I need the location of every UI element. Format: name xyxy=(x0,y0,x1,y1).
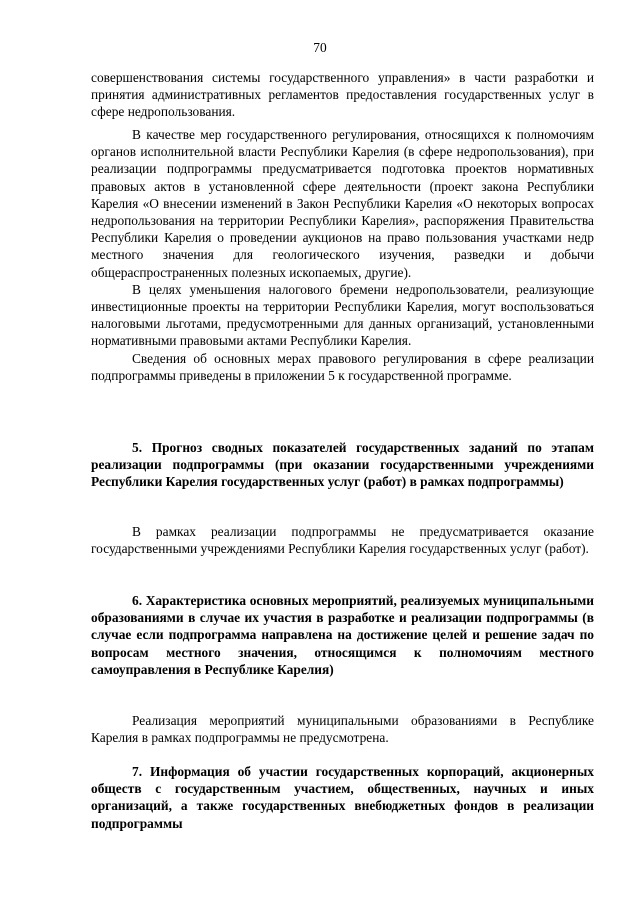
section-heading: 5. Прогноз сводных показателей государственных заданий по этапам реализации подпрограммы (при оказании государственными учреждениями Республики Карелия государственных услуг (работ) в рамках подпрограммы) xyxy=(91,440,594,490)
section-6-body xyxy=(91,712,594,746)
page-number: 70 xyxy=(313,40,327,55)
paragraph: В качестве мер государственного регулирования, относящихся к полномочиям органов исполнительной власти Республики Карелия (в сфере недропользования), при реализации подпрограммы предусматривается подготовка проектов нормативных правовых актов в установленной сфере деятельности (проект закона Республики Карелия «О внесении изменений в Закон Республики Карелия «О некоторых вопросах недропользования на территории Республики Карелия», распоряжения Правительства Республики Карелия о проведении аукционов на право пользования участками недр местного значения для геологического изучения, разведки и добычи общераспространенных полезных ископаемых, другие). xyxy=(91,127,594,280)
section-6 xyxy=(91,592,594,678)
intro-paragraph-block xyxy=(91,69,594,121)
section-heading: 6. Характеристика основных мероприятий, реализуемых муниципальными образованиями в случае их участия в разработке и реализации подпрограммы (в случае если подпрограмма направлена на достижение целей и решение задач по вопросам местного значения, относящимся к полномочиям местного самоуправления в Республике Карелия) xyxy=(91,593,594,677)
section-5-body xyxy=(91,523,594,557)
section-7 xyxy=(91,763,594,832)
section-heading: 7. Информация об участии государственных корпораций, акционерных обществ с государственным участием, общественных, научных и иных организаций, а также государственных внебюджетных фондов в реализации подпрограммы xyxy=(91,764,594,831)
paragraph: В целях уменьшения налогового бремени недропользователи, реализующие инвестиционные проекты на территории Республики Карелия, могут воспользоваться налоговыми льготами, предусмотренными для данных организаций, установленными нормативными правовыми актами Республики Карелия. xyxy=(91,281,594,349)
section-5 xyxy=(91,439,594,491)
paragraph: Реализация мероприятий муниципальными образованиями в Республике Карелия в рамках подпрограммы не предусмотрена. xyxy=(91,713,594,746)
paragraph: Сведения об основных мерах правового регулирования в сфере реализации подпрограммы приведены в приложении 5 к государственной программе. xyxy=(91,350,594,383)
paragraph: В рамках реализации подпрограммы не предусматривается оказание государственными учреждениями Республики Карелия государственных услуг (работ). xyxy=(91,524,594,557)
paragraph: совершенствования системы государственного управления» в части разработки и принятия административных регламентов предоставления государственных услуг в сфере недропользования. xyxy=(91,70,594,120)
regulation-paragraphs xyxy=(91,126,594,384)
